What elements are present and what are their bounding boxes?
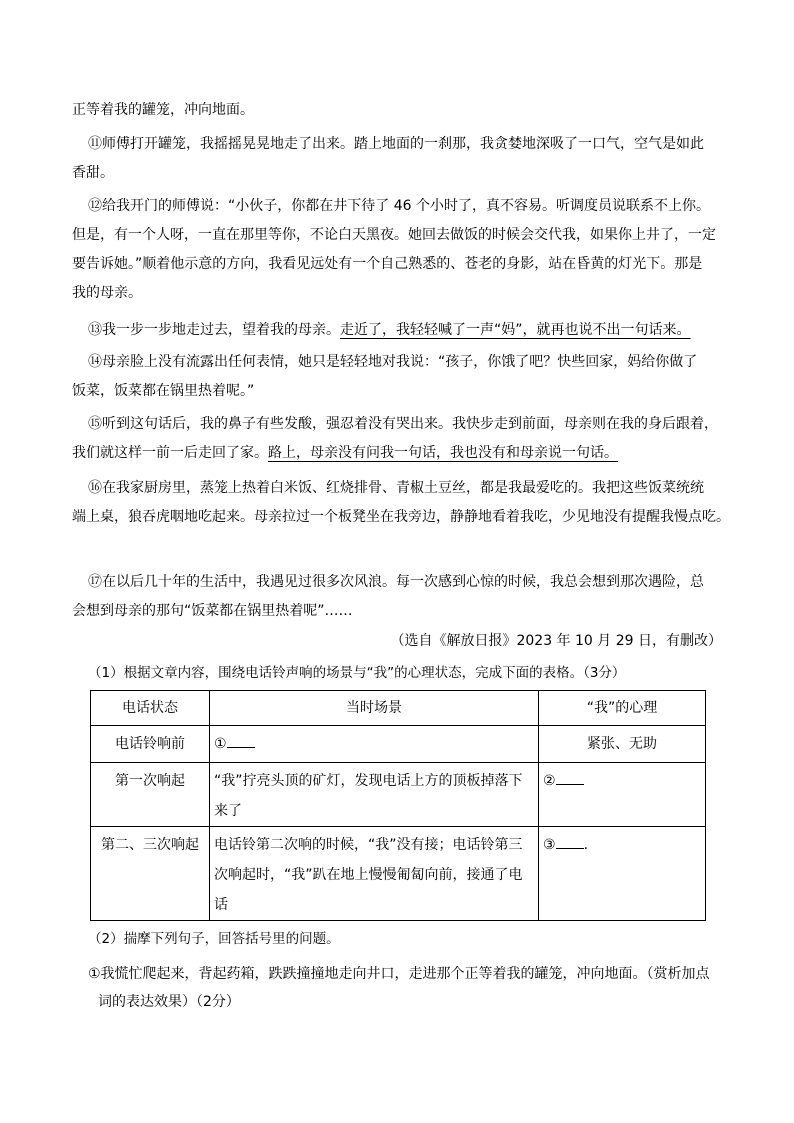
paragraph-15: ⑮听到这句话后，我的鼻子有些发酸，强忍着没有哭出来。我快步走到前面，母亲则在我的身后跟着， 我们就这样一前一后走回了家。路上，母亲没有问我一句话，我也没有和母亲说一句话。	[72, 416, 718, 461]
paragraph-13: ⑬我一步一步地走过去，望着我的母亲。走近了，我轻轻喊了一声“妈”，就再也说不出一句话来。	[88, 322, 691, 338]
underlined-sentence-13: 走近了，我轻轻喊了一声“妈”，就再也说不出一句话来。	[340, 322, 691, 338]
answer-blank-3[interactable]: ③ .	[539, 827, 706, 921]
source-citation: （选自《解放日报》2023 年 10 月 29 日，有删改）	[390, 633, 722, 649]
table-row: 第二、三次响起 电话铃第二次响的时候，“我”没有接；电话铃第三 次响起时，“我”趴在地上慢慢匍匐向前，接通了电 话 ③ .	[91, 827, 706, 921]
answer-blank-1[interactable]: ①	[210, 726, 539, 763]
sub-question-1: ①我慌忙爬起来，背起药箱，跌跌撞撞地走向井口，走进那个正等着我的罐笼，冲向地面。（赏析加点 词的表达效果）（2分）	[88, 966, 710, 1010]
paragraph-10-tail: 正等着我的罐笼，冲向地面。	[72, 102, 254, 118]
answer-blank-2[interactable]: ②	[539, 763, 706, 827]
table-row: 第一次响起 “我”拧亮头顶的矿灯，发现电话上方的顶板掉落下 来了 ②	[91, 763, 706, 827]
header-phone-state: 电话状态	[91, 691, 210, 726]
paragraph-11: ⑪师傅打开罐笼，我摇摇晃晃地走了出来。踏上地面的一刹那，我贪婪地深吸了一口气，空气是如此 香甜。	[72, 136, 704, 181]
header-mind: “我”的心理	[539, 691, 706, 726]
answer-table	[90, 690, 706, 921]
underlined-sentence-15: 路上，母亲没有问我一句话，我也没有和母亲说一句话。	[268, 445, 618, 461]
paragraph-12: ⑫给我开门的师傅说：“小伙子，你都在井下待了 46 个小时了，真不容易。听调度员说联系不上你。 但是，有一个人呀，一直在那里等你，不论白天黑夜。她回去做饭的时候会交代我，如果你上井了，一定 要告诉她。”顺着他示意的方向，我看见远处有一个自己熟悉的、苍老的身影，站在昏黄的灯光下。那是 我的母亲。	[72, 198, 716, 301]
header-scene: 当时场景	[210, 691, 539, 726]
paragraph-14: ⑭母亲脸上没有流露出任何表情，她只是轻轻地对我说：“孩子，你饿了吧？快些回家，妈给你做了 饭菜，饭菜都在锅里热着呢。”	[72, 354, 698, 399]
table-row: 电话铃响前 ① 紧张、无助	[91, 726, 706, 763]
paragraph-17: ⑰在以后几十年的生活中，我遇见过很多次风浪。每一次感到心惊的时候，我总会想到那次遇险，总 会想到母亲的那句“饭菜都在锅里热着呢”……	[72, 574, 704, 619]
table-header-row	[91, 691, 706, 726]
question-2: （2）揣摩下列句子，回答括号里的问题。	[88, 931, 340, 947]
question-1: （1）根据文章内容，围绕电话铃声响的场景与“我”的心理状态，完成下面的表格。（3分）	[88, 665, 626, 681]
paragraph-16: ⑯在我家厨房里，蒸笼上热着白米饭、红烧排骨、青椒土豆丝，都是我最爱吃的。我把这些饭菜统统 端上桌，狼吞虎咽地吃起来。母亲拉过一个板凳坐在我旁边，静静地看着我吃，少见地没有提醒我慢点吃。	[72, 480, 730, 525]
